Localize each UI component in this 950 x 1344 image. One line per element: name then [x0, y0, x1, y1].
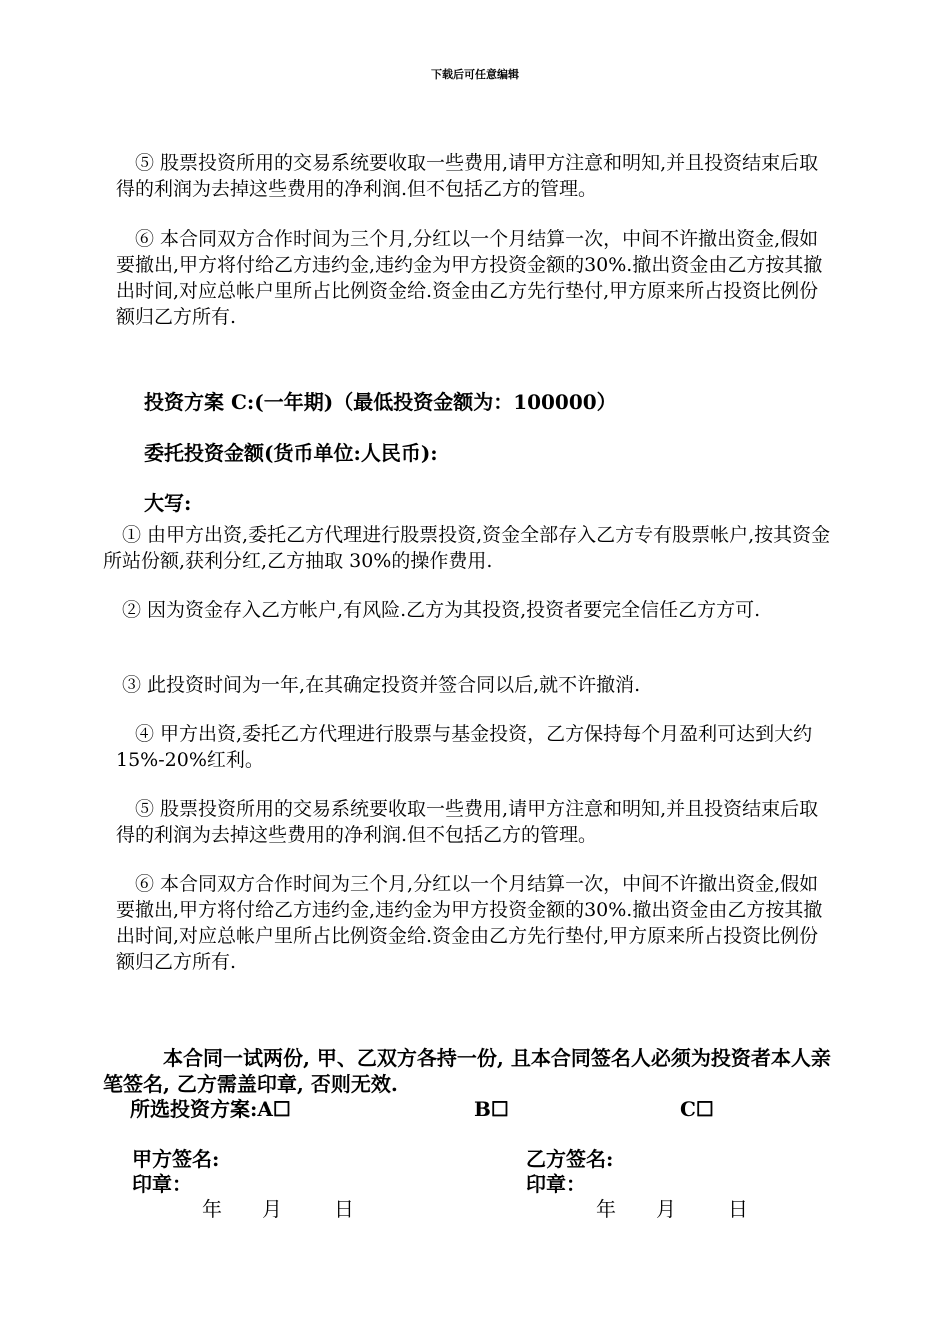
plan-choice-b[interactable]: B☐: [474, 1097, 509, 1121]
plan-choice-c[interactable]: C☐: [680, 1097, 714, 1121]
party-b-day: 日: [728, 1197, 748, 1221]
plan-c-clause-1: ① 由甲方出资,委托乙方代理进行股票投资,资金全部存入乙方专有股票帐户,按其资金所站份额,获利分红,乙方抽取 30%的操作费用.: [103, 524, 831, 572]
party-b-signature-label: 乙方签名:: [526, 1147, 614, 1171]
party-a-month: 月: [262, 1197, 282, 1221]
top-clause-5: ⑤ 股票投资所用的交易系统要收取一些费用,请甲方注意和明知,并且投资结束后取得的利润为去掉这些费用的净利润.但不包括乙方的管理。: [116, 152, 819, 200]
party-b-year: 年: [596, 1197, 616, 1221]
party-a-year: 年: [202, 1197, 222, 1221]
party-a-signature-label: 甲方签名:: [132, 1147, 220, 1171]
party-b-month: 月: [656, 1197, 676, 1221]
closing-statement: 本合同一试两份, 甲、乙双方各持一份, 且本合同签名人必须为投资者本人亲笔签名, 乙方需盖印章, 否则无效.: [103, 1046, 831, 1096]
plan-c-clause-3: ③ 此投资时间为一年,在其确定投资并签合同以后,就不许撤消.: [103, 674, 641, 696]
party-a-seal-label: 印章：: [132, 1172, 192, 1196]
page-header: 下载后可任意编辑: [431, 68, 519, 81]
party-a-day: 日: [334, 1197, 354, 1221]
plan-c-title: 投资方案 C:(一年期)（最低投资金额为：100000）: [144, 390, 617, 414]
plan-c-clause-2: ② 因为资金存入乙方帐户,有风险.乙方为其投资,投资者要完全信任乙方方可.: [103, 599, 761, 621]
capital-label: 大写:: [144, 491, 192, 515]
party-b-seal-label: 印章：: [526, 1172, 586, 1196]
plan-choice-a[interactable]: 所选投资方案:A☐: [130, 1097, 291, 1121]
plan-c-clause-5: ⑤ 股票投资所用的交易系统要收取一些费用,请甲方注意和明知,并且投资结束后取得的利润为去掉这些费用的净利润.但不包括乙方的管理。: [116, 798, 819, 846]
amount-label: 委托投资金额(货币单位:人民币):: [144, 441, 438, 465]
top-clause-6: ⑥ 本合同双方合作时间为三个月,分红以一个月结算一次，中间不许撤出资金,假如要撤出,甲方将付给乙方违约金,违约金为甲方投资金额的30%.撤出资金由乙方按其撤出时间,对应总帐户里所占比例资金给.资金由乙方先行垫付,甲方原来所占投资比例份额归乙方所有.: [116, 228, 823, 328]
plan-c-clause-4: ④ 甲方出资,委托乙方代理进行股票与基金投资，乙方保持每个月盈利可达到大约 15%-20%红利。: [116, 723, 813, 771]
plan-c-clause-6: ⑥ 本合同双方合作时间为三个月,分红以一个月结算一次，中间不许撤出资金,假如要撤出,甲方将付给乙方违约金,违约金为甲方投资金额的30%.撤出资金由乙方按其撤出时间,对应总帐户里所占比例资金给.资金由乙方先行垫付,甲方原来所占投资比例份额归乙方所有.: [116, 873, 823, 973]
